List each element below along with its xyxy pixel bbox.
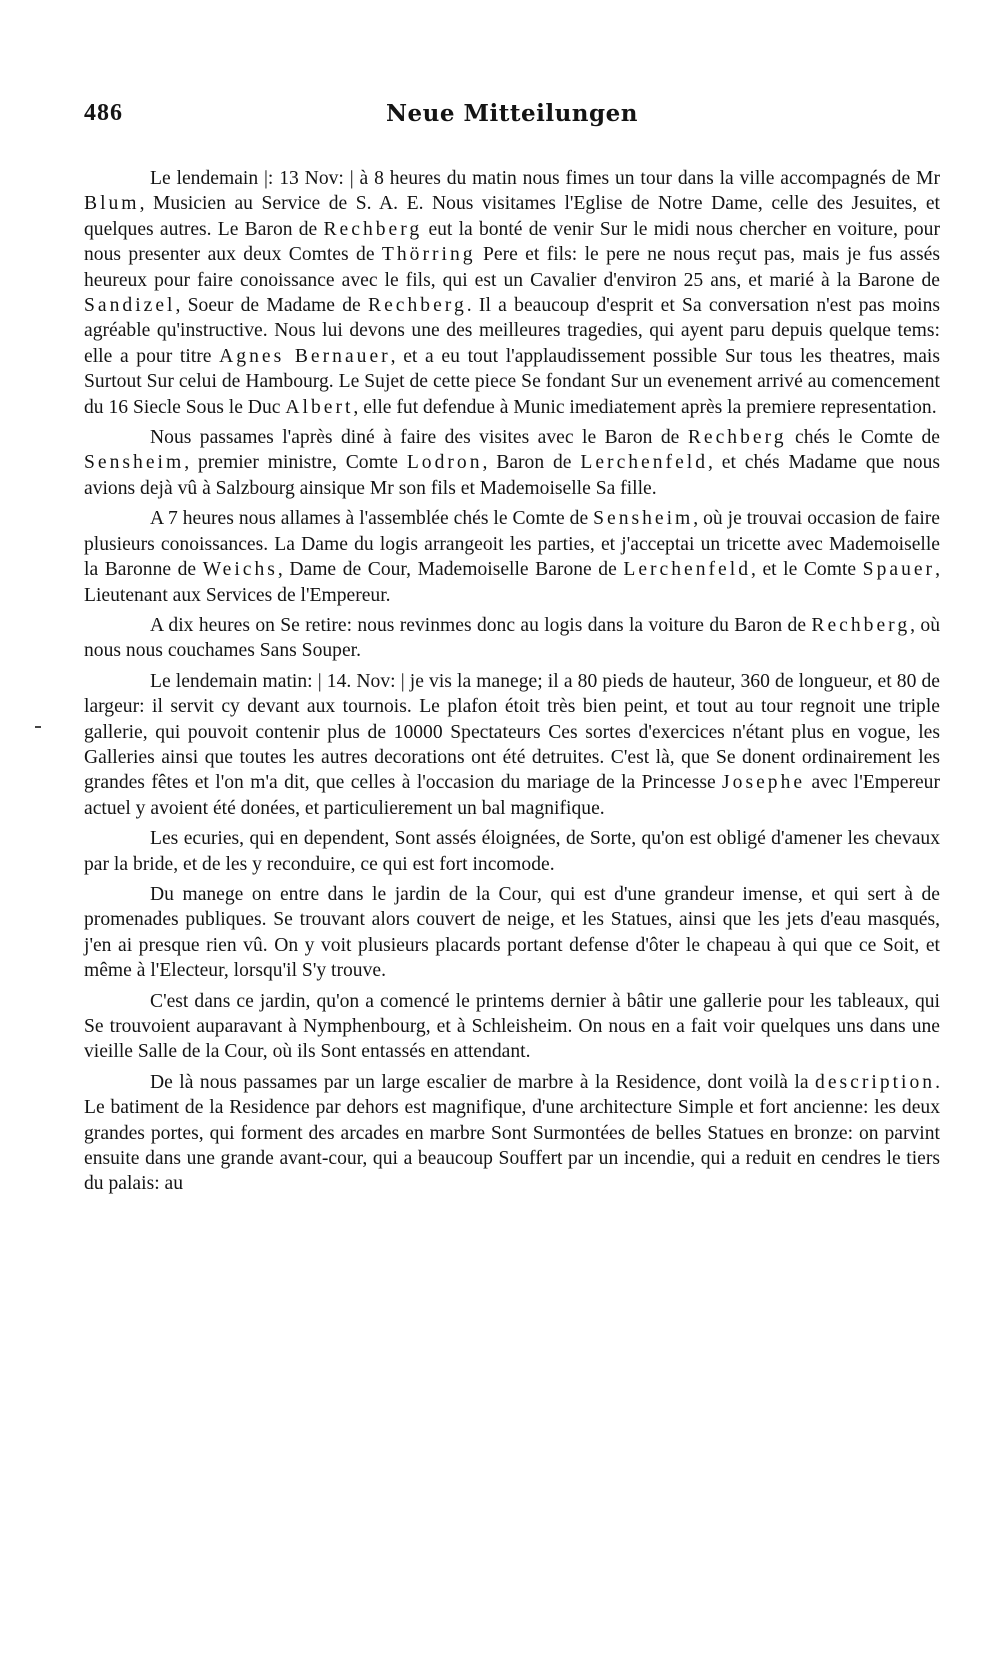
spaced-name: Rechberg <box>811 614 911 636</box>
paragraph <box>84 989 940 1065</box>
spaced-name: Weichs <box>202 559 278 581</box>
text-run: . Le batiment de la Residence par dehors est magnifique, d'une architecture Simple et fort ancienne: les deux grandes portes, qui forment des arcades en marbre Sont Surmontées de belles Statues en bronze: on parvint ensuite dans une grande avant-cour, qui a beaucoup Souffert par un incendie, qui a reduit en cendres le tiers du palais: au <box>84 1071 940 1195</box>
paragraph <box>84 425 940 501</box>
paragraph <box>84 882 940 984</box>
text-run: , où nous nous couchames Sans Souper. <box>84 614 941 662</box>
text-run: . Il a beaucoup d'esprit et Sa conversation n'est pas moins agréable qu'instructive. Nous lui devons une des meilleures tragedies, qui ayent paru depuis quelque tems: elle a pour titre <box>84 295 940 367</box>
paragraph <box>84 1070 940 1197</box>
paragraph <box>84 613 940 664</box>
text-run: C'est dans ce jardin, qu'on a comencé le printems dernier à bâtir une gallerie pour les tableaux, qui Se trouvoient auparavant à Nymphenbourg, et à Schleisheim. On nous en a fait voir quelques uns dans une vieille Salle de la Cour, où ils Sont entassés en attendant. <box>84 990 940 1063</box>
text-run: , premier ministre, Comte <box>184 452 407 474</box>
spaced-name: Josephe <box>722 772 806 794</box>
text-run: avec l'Empereur actuel y avoient été donées, et particulierement un bal magnifique. <box>84 772 940 819</box>
paragraph <box>84 826 940 877</box>
body-text <box>84 166 940 1197</box>
text-run: , Soeur de Madame de <box>175 295 369 317</box>
text-run: Le lendemain matin: | 14. Nov: | je vis la manege; il a 80 pieds de hauteur, 360 de longueur, et 80 de largeur: il servit cy devant aux tournois. Le plafon étoit très bien peint, et tout au tour regnoit une triple gallerie, qui pouvoit contenir plus de 10000 Spectateurs Ces sortes d'exercices n'étant plus en vogue, les Galleries ainsi que toutes les autres decorations ont été detruites. C'est là, que Se donent ordinairement les grandes fêtes et l'on m'a dit, que celles à l'occasion du mariage de la Princesse <box>84 670 940 794</box>
text-run: chés le Comte de <box>786 427 940 449</box>
text-run: eut la bonté de venir Sur le midi nous chercher en voiture, pour nous presenter aux deux Comtes de <box>84 218 940 266</box>
text-run: De là nous passames par un large escalier de marbre à la Residence, dont voilà la <box>150 1071 816 1093</box>
spaced-name: Agnes Bernauer <box>219 345 391 367</box>
text-run: A 7 heures nous allames à l'assemblée chés le Comte de <box>150 508 594 530</box>
text-run: Pere et fils: le pere ne nous reçut pas, mais je fus assés heureux pour faire conoissance avec le fils, qui est un Cavalier d'environ 25 ans, et marié à la Barone de <box>84 244 941 291</box>
spaced-name: Lerchenfeld <box>580 452 709 474</box>
page-header <box>84 100 940 140</box>
spaced-name: Blum <box>84 193 140 215</box>
spaced-name: Lodron <box>406 452 483 474</box>
text-run: , elle fut defendue à Munic imediatement après la premiere representation. <box>353 396 937 418</box>
paragraph <box>84 166 940 420</box>
margin-mark <box>35 726 41 728</box>
spaced-name: Rechberg <box>368 295 467 317</box>
text-run: , Baron de <box>482 452 581 474</box>
spaced-name: Sandizel <box>84 295 176 317</box>
spaced-name: Sensheim <box>84 452 185 474</box>
paragraph <box>84 669 940 821</box>
paragraph <box>84 506 940 608</box>
text-run: Du manege on entre dans le jardin de la Cour, qui est d'une grandeur imense, et qui sert à de promenades publiques. Se trouvant alors couvert de neige, et les Statues, ainsi que les jets d'eau masqués, j'en ai presque rien vû. On y voit plusieurs placards portant defense d'ôter le chapeau à qui que ce Soit, et même à l'Electeur, lorsqu'il S'y trouve. <box>84 883 940 982</box>
spaced-name: Sensheim <box>593 508 694 530</box>
text-run: , Lieutenant aux Services de l'Empereur. <box>84 559 940 606</box>
spaced-name: Rechberg <box>323 218 423 240</box>
spaced-name: Albert <box>285 396 354 418</box>
spaced-name: description <box>815 1071 936 1093</box>
text-run: , Dame de Cour, Mademoiselle Barone de <box>277 559 624 581</box>
spaced-name: Rechberg <box>687 427 787 449</box>
text-run: A dix heures on Se retire: nous revinmes donc au logis dans la voiture du Baron de <box>150 614 812 636</box>
text-run: , Musicien au Service de S. A. E. Nous visitames l'Eglise de Notre Dame, celle des Jesuites, et quelques autres. Le Baron de <box>84 193 940 240</box>
text-run: Le lendemain |: 13 Nov: | à 8 heures du matin nous fimes un tour dans la ville accompagnés de Mr <box>150 168 940 189</box>
page-number: 486 <box>84 100 123 126</box>
spaced-name: Lerchenfeld <box>623 559 751 581</box>
spaced-name: Thörring <box>381 244 476 266</box>
text-run: , et le Comte <box>751 559 863 581</box>
running-title: Neue Mitteilungen <box>386 100 638 127</box>
text-run: Les ecuries, qui en dependent, Sont assés éloignées, de Sorte, qu'on est obligé d'amener les chevaux par la bride, et de les y reconduire, ce qui est fort incomode. <box>84 828 940 875</box>
spaced-name: Spauer <box>862 559 936 581</box>
text-run: , où je trouvai occasion de faire plusieurs conoissances. La Dame du logis arrangeoit les parties, et j'acceptai un tricette avec Mademoiselle la Baronne de <box>84 508 940 581</box>
text-run: , et a eu tout l'applaudissement possible Sur tous les theatres, mais Surtout Sur celui de Hambourg. Le Sujet de cette piece Se fondant Sur un evenement arrivé au comencement du 16 Siecle Sous le Duc <box>84 345 940 418</box>
text-run: , et chés Madame que nous avions dejà vû à Salzbourg ainsique Mr son fils et Mademoiselle Sa fille. <box>84 452 941 499</box>
text-run: Nous passames l'après diné à faire des visites avec le Baron de <box>150 427 688 449</box>
